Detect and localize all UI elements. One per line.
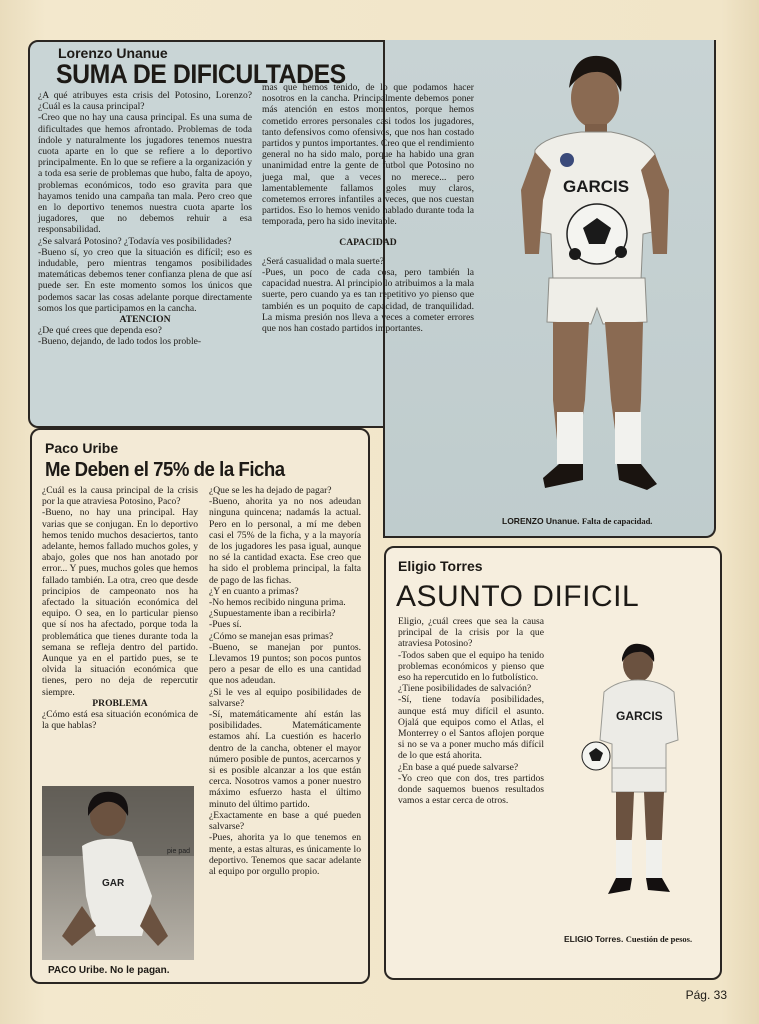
article2-column-2: [209, 485, 361, 877]
paragraph: -Yo creo que con dos, tres partidos donde saquemos buenos resultados vamos a estar cerca de otros.: [398, 772, 544, 807]
paragraph: ¿Cómo está esa situación económica de la que hablas?: [42, 709, 198, 732]
paragraph: -Creo que no hay una causa principal. Es una suma de dificultades que hemos afrontado. Problemas de toda índole y naturalmente los jugadores tenemos nuestra cuota aparte en lo que se refiere a lo deportivo principalmente. En lo que se refiere a la organización y a toda esa serie de problemas que hubo, falta de apoyo, problemas económicos, todo eso gravita para que hayamos tenido una campaña tan mala. Pero creo que en lo deportivo tenemos nuestra cuota aparte los jugadores, que no debemos rehuir a esa responsabilidad.: [38, 112, 252, 236]
paragraph: ¿Cómo se manejan esas primas?: [209, 630, 334, 642]
paragraph: -Bueno sí, yo creo que la situación es difícil; eso es indudable, pero mientras tengamos posibilidades matemáticas debemos tener confianza plena de que así puede ser. En este momento somos los únicos que podemos sacar las cosas adelante porque directamente somos los que participamos en la cancha.: [38, 246, 252, 314]
paragraph: -Sí, matemáticamente ahí están las posibilidades. Matemáticamente estamos ahí. La cuestión es hacerlo dentro de la cancha, obtener el mayor número posible de puntos, acercarnos y si es posible alcanzar a los que están cerca. Nosotros vamos a poner nuestro máximo esfuerzo hasta el último minuto del último partido.: [209, 709, 361, 810]
paragraph: -Bueno, se manejan por puntos. Llevamos 19 puntos; son pocos puntos pero a pesar de ello es una cantidad que nos adeudan.: [209, 641, 361, 687]
caption-name: LORENZO Unanue.: [502, 516, 580, 526]
paragraph: ¿Supuestamente iban a recibirla?: [209, 608, 336, 620]
paragraph: ¿Que se les ha dejado de pagar?: [209, 485, 332, 496]
subhead-problema: PROBLEMA: [92, 697, 148, 709]
headline-asunto-dificil: ASUNTO DIFICIL: [396, 580, 640, 613]
paragraph: ¿Exactamente en base a qué pueden salvarse?: [209, 809, 361, 833]
article1-column-1: [38, 90, 252, 348]
paragraph: -No hemos recibido ninguna prima.: [209, 597, 346, 609]
caption-uribe: PACO Uribe. No le pagan.: [48, 965, 170, 976]
caption-torres: [564, 934, 714, 944]
headline-me-deben: Me Deben el 75% de la Ficha: [45, 459, 285, 481]
paragraph: mas que hemos tenido, de lo que podamos hacer nosotros en la cancha. Principalmente debemos poner más atención en estos momentos, porque hemos cometido errores personales casi todos los jugadores, tanto defensivos como ofensivos, que nos han costado partidos y puntos importantes. Creo que el rendimiento general no ha sido malo, porque ha habido una gran unanimidad entre la gente de futbol que Potosino no juega mal, que a veces no merece... pero lamentablemente fallamos goles muy claros, cometemos errores infantiles a veces, que nos cuestan partidos. Eso lo hemos venido hablado durante toda la temporada, pero ha sido inevitable.: [262, 82, 474, 228]
paragraph: -Pues, un poco de cada cosa, pero también la capacidad nuestra. Al principio lo atribuimos a la mala suerte, pero cuando ya es tan repetitivo yo pienso que también es un poquito de capacidad, de tranquilidad. La misma presión nos lleva a veces a cometer errores que nos han costado partidos importantes.: [262, 267, 474, 335]
paragraph: -Bueno, no hay una principal. Hay varias que se conjugan. En lo deportivo hemos tenido muchos desaciertos, tanto adelante, hemos fallado muchos goles, y abajo, goles que nos han anotado por error... Y pues, muchos goles que hemos fallado también. La otra, creo que desde principios de campeonato nos ha afectado la situación económica del equipo. O sea, en lo particular pienso que sí nos ha afectado, porque toda la problemática que tienes durante toda la semana se refleja dentro del partido. Aunque ya en el partido pues, se te olvida la situación económica que tienes, pero no deja de repercutir siempre.: [42, 507, 198, 698]
article3-column: [398, 616, 544, 806]
paragraph: ¿Cuál es la causa principal de la crisis por la que atraviesa Potosino, Paco?: [42, 485, 198, 508]
paragraph: ¿Si le ves al equipo posibilidades de salvarse?: [209, 686, 361, 709]
svg-text:GAR: GAR: [102, 878, 125, 889]
photo-tag: pie pad: [167, 848, 190, 855]
paragraph: ¿Será casualidad o mala suerte?: [262, 255, 384, 267]
headline-suma-de-dificultades: SUMA DE DIFICULTADES: [56, 59, 346, 89]
paragraph: Eligio, ¿cuál crees que sea la causa principal de la crisis por la que atraviesa Potosino?: [398, 616, 544, 650]
photo-torres: [566, 640, 714, 920]
byline-unanue: Lorenzo Unanue: [58, 45, 168, 61]
subhead-atencion: ATENCION: [119, 314, 171, 326]
paragraph: ¿Se salvará Potosino? ¿Todavía ves posibilidades?: [38, 235, 232, 247]
caption-unanue: [502, 516, 652, 526]
article2-column-1: [42, 485, 198, 731]
paragraph: -Todos saben que el equipo ha tenido problemas económicos y pienso que eso ha repercutido en lo futbolístico.: [398, 649, 544, 684]
caption-text: Cuestión de pesos.: [625, 934, 693, 944]
photo-uribe: [42, 786, 194, 960]
paragraph: ¿En base a qué puede salvarse?: [398, 761, 519, 773]
paragraph: -Bueno, ahorita ya no nos adeudan ninguna quincena; nadamás la actual. Pero en lo personal, a mí me deben casi el 75% de la ficha, y a la mayoría de los jugadores les pasa igual, aunque no sé la cantidad exacta. Ese creo que ha sido el problema principal, la falta de pago de las fichas.: [209, 496, 361, 586]
article1-column-2: [262, 82, 474, 334]
player-figure-uribe: [42, 786, 194, 960]
paragraph: ¿Y en cuanto a primas?: [209, 585, 299, 597]
paragraph: ¿Tiene posibilidades de salvación?: [398, 683, 532, 695]
caption-name: ELIGIO Torres.: [564, 934, 624, 944]
paragraph: -Sí, tiene todavía posibilidades, aunque está muy difícil el asunto. Ojalá que equipos como el Atlas, el Monterrey o el Santos aflojen porque si no se va a poner mucho más difícil de lo que está ahorita.: [398, 694, 544, 762]
jersey-sponsor-text: GARCIS: [563, 177, 630, 196]
subhead-capacidad: CAPACIDAD: [339, 236, 397, 248]
paragraph: -Pues sí.: [209, 619, 242, 631]
byline-torres: Eligio Torres: [398, 558, 483, 574]
paragraph: ¿De qué crees que dependa eso?: [38, 325, 162, 337]
jersey-sponsor-text: GARCIS: [616, 709, 663, 723]
paragraph: -Bueno, dejando, de lado todos los proble-: [38, 336, 202, 348]
paragraph: ¿A qué atribuyes esta crisis del Potosino, Lorenzo? ¿Cuál es la causa principal?: [38, 90, 252, 113]
caption-text: Falta de capacidad.: [581, 516, 653, 526]
byline-uribe: Paco Uribe: [45, 440, 119, 456]
page-number: Pág. 33: [685, 988, 727, 1002]
paragraph: -Pues, ahorita ya lo que tenemos en mente, a estas alturas, es únicamente lo deportivo. Tenemos que sacar adelante al equipo por orgullo propio.: [209, 832, 361, 877]
player-figure-torres: [566, 640, 714, 920]
